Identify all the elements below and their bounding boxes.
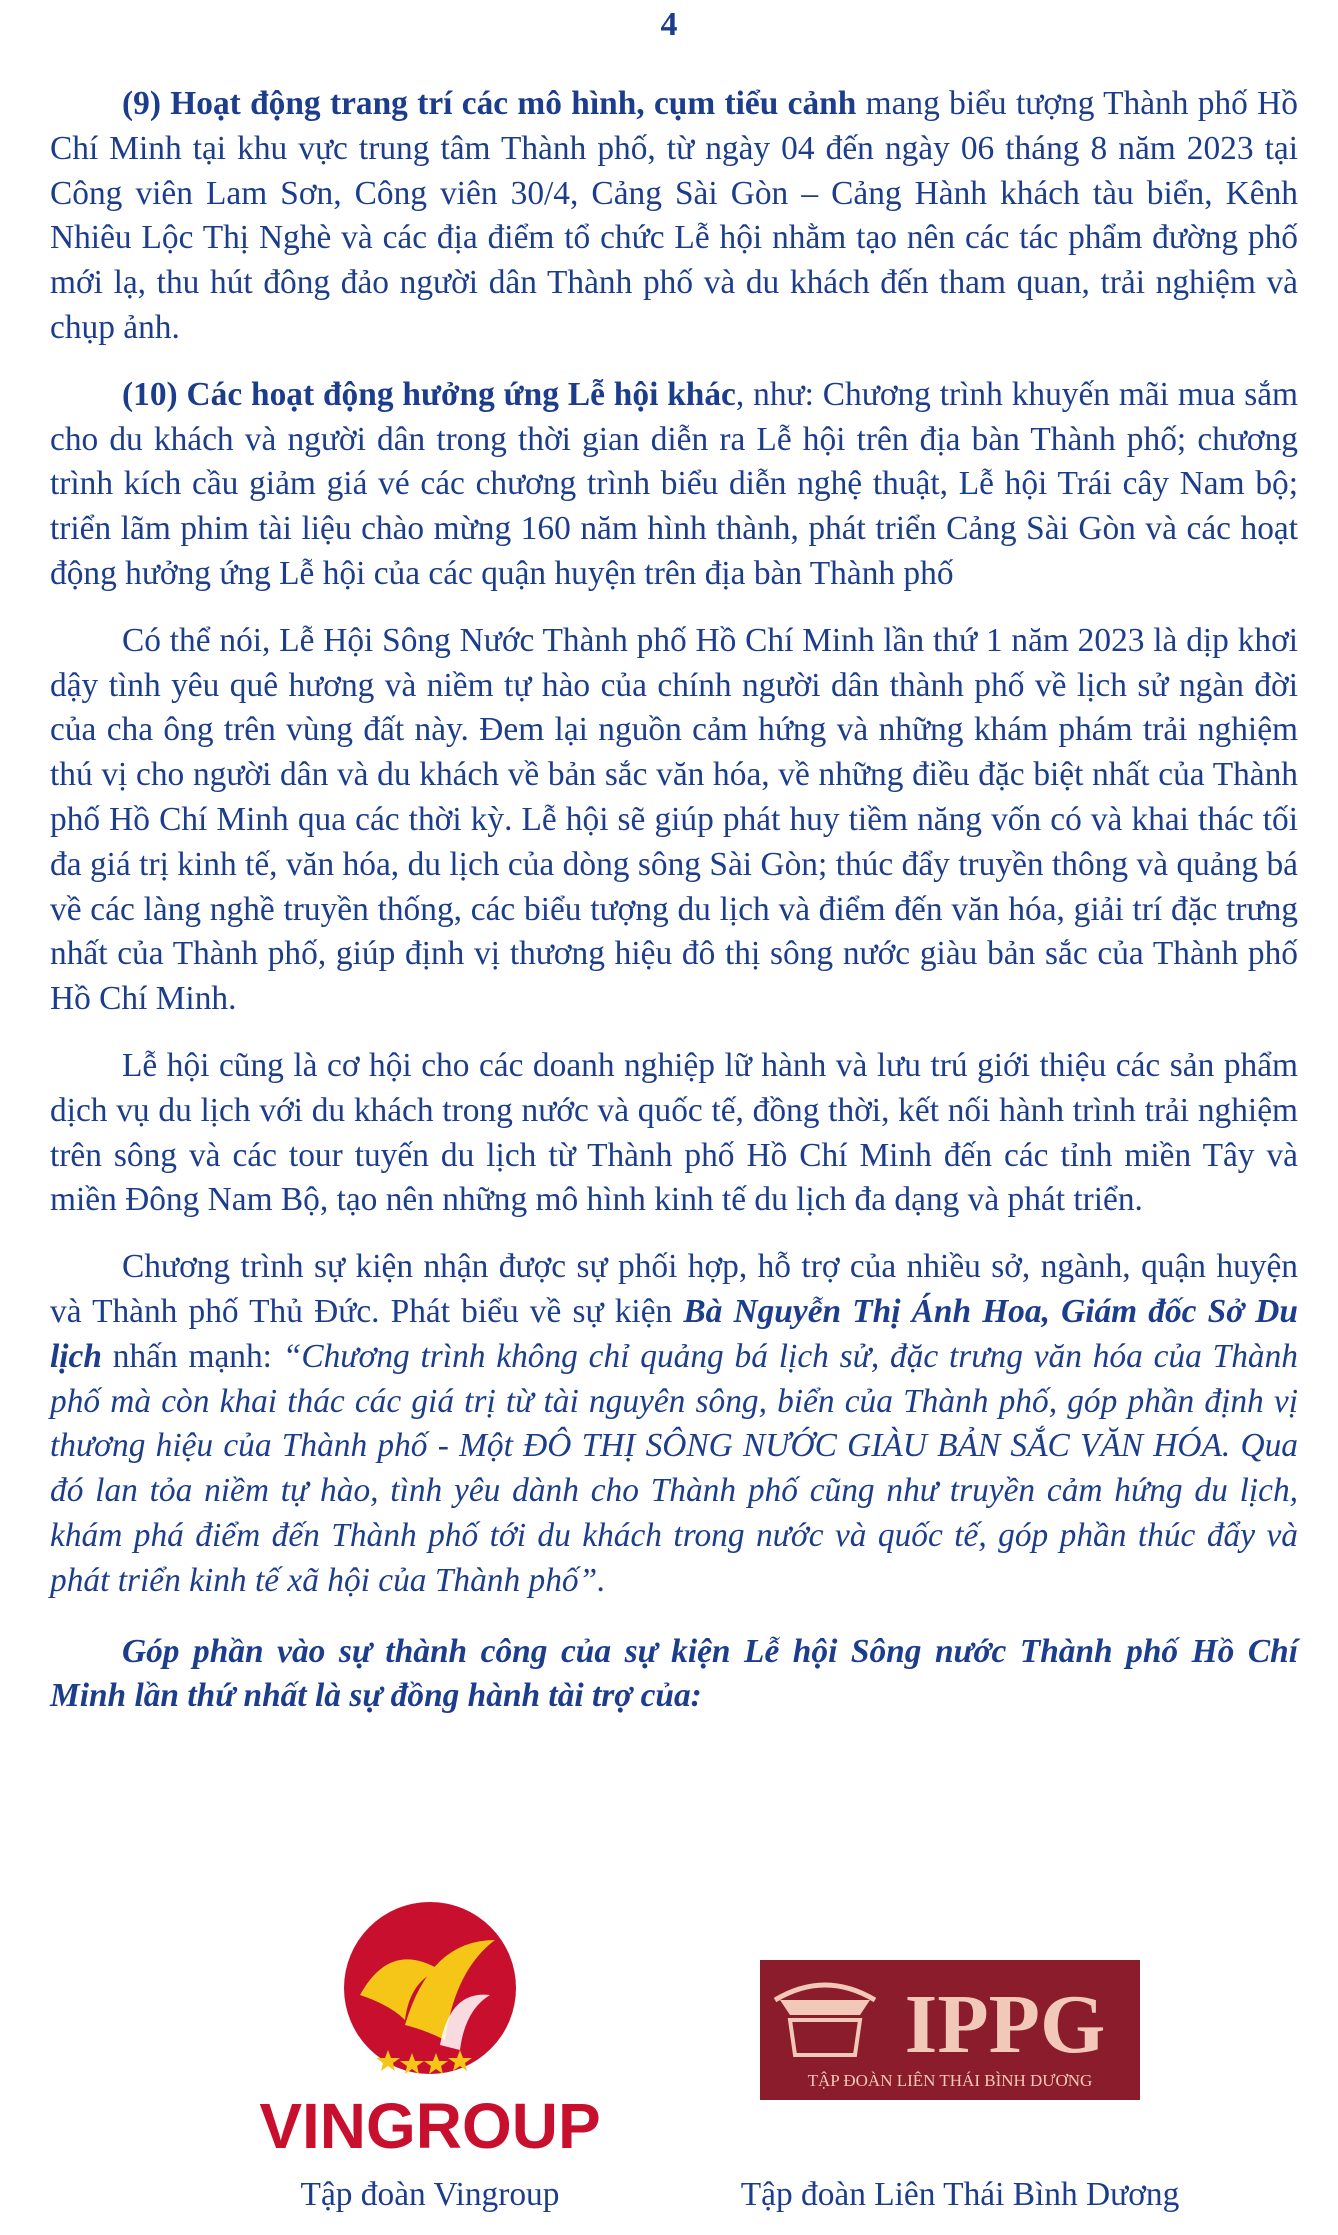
paragraph-summary: Có thể nói, Lễ Hội Sông Nước Thành phố Hồ Chí Minh lần thứ 1 năm 2023 là dịp khơi dậy tình yêu quê hương và niềm tự hào của chính người dân thành phố về lịch sử ngàn đời của cha ông trên vùng đất này. Đem lại nguồn cảm hứng và những khám phám trải nghiệm thú vị cho người dân và du khách về bản sắc văn hóa, về những điều đặc biệt nhất của Thành phố Hồ Chí Minh qua các thời kỳ. Lễ hội sẽ giúp phát huy tiềm năng vốn có và khai thác tối đa giá trị kinh tế, văn hóa, du lịch của dòng sông Sài Gòn; thúc đẩy truyền thông và quảng bá về các làng nghề truyền thống, các biểu tượng du lịch và điểm đến văn hóa, giải trí đặc trưng nhất của Thành phố, giúp định vị thương hiệu đô thị sông nước giàu bản sắc của Thành phố Hồ Chí Minh. (50, 621, 1298, 1018)
paragraph-9 (50, 82, 1298, 351)
quote-mid: nhấn mạnh: (101, 1337, 283, 1375)
paragraph-10 (50, 373, 1298, 597)
paragraph-10-heading: (10) Các hoạt động hưởng ứng Lễ hội khác (122, 375, 736, 413)
ippg-logo-text: IPPG (904, 1978, 1106, 2071)
vingroup-logo-text: VINGROUP (259, 2090, 601, 2160)
paragraph-10-body: , như: Chương trình khuyến mãi mua sắm cho du khách và người dân trong thời gian diễn ra Lễ hội trên địa bàn Thành phố; chương trình kích cầu giảm giá vé các chương trình biểu diễn nghệ thuật, Lễ hội Trái cây Nam bộ; triển lãm phim tài liệu chào mừng 160 năm hình thành, phát triển Cảng Sài Gòn và các hoạt động hưởng ứng Lễ hội của các quận huyện trên địa bàn Thành phố (50, 375, 1298, 592)
vingroup-caption: Tập đoàn Vingroup (300, 2176, 560, 2213)
paragraph-closing: Góp phần vào sự thành công của sự kiện Lễ hội Sông nước Thành phố Hồ Chí Minh lần thứ nhất là sự đồng hành tài trợ của: (50, 1632, 1298, 1715)
paragraph-quote (50, 1245, 1298, 1603)
ippg-caption: Tập đoàn Liên Thái Bình Dương (740, 2176, 1180, 2213)
paragraph-9-body: mang biểu tượng Thành phố Hồ Chí Minh tại khu vực trung tâm Thành phố, từ ngày 04 đến ngày 06 tháng 8 năm 2023 tại Công viên Lam Sơn, Công viên 30/4, Cảng Sài Gòn – Cảng Hành khách tàu biển, Kênh Nhiêu Lộc Thị Nghè và các địa điểm tổ chức Lễ hội nhằm tạo nên các tác phẩm đường phố mới lạ, thu hút đông đảo người dân Thành phố và du khách đến tham quan, trải nghiệm và chụp ảnh. (50, 85, 1298, 346)
sponsor-logos (0, 1900, 1338, 2235)
vingroup-logo (240, 1900, 620, 2160)
page-number: 4 (660, 6, 678, 43)
body-text (50, 82, 1298, 1733)
paragraph-opportunity: Lễ hội cũng là cơ hội cho các doanh nghiệp lữ hành và lưu trú giới thiệu các sản phẩm dịch vụ du lịch với du khách trong nước và quốc tế, đồng thời, kết nối hành trình trải nghiệm trên sông và các tour tuyến du lịch từ Thành phố Hồ Chí Minh đến các tỉnh miền Tây và miền Đông Nam Bộ, tạo nên những mô hình kinh tế du lịch đa dạng và phát triển. (50, 1046, 1298, 1219)
quote-speaker: Bà Nguyễn Thị Ánh Hoa, Giám đốc Sở Du lịch (50, 1292, 1298, 1375)
ippg-logo (760, 1960, 1140, 2100)
quote-text: “Chương trình không chỉ quảng bá lịch sử, đặc trưng văn hóa của Thành phố mà còn khai thác các giá trị từ tài nguyên sông, biển của Thành phố, góp phần định vị thương hiệu của Thành phố - Một ĐÔ THỊ SÔNG NƯỚC GIÀU BẢN SẮC VĂN HÓA. Qua đó lan tỏa niềm tự hào, tình yêu dành cho Thành phố cũng như truyền cảm hứng du lịch, khám phá điểm đến Thành phố tới du khách trong nước và quốc tế, góp phần thúc đẩy và phát triển kinh tế xã hội của Thành phố”. (50, 1337, 1298, 1599)
ippg-logo-subtext: TẬP ĐOÀN LIÊN THÁI BÌNH DƯƠNG (807, 2071, 1093, 2090)
paragraph-9-heading: (9) Hoạt động trang trí các mô hình, cụm tiểu cảnh (122, 85, 857, 122)
quote-intro: Chương trình sự kiện nhận được sự phối hợp, hỗ trợ của nhiều sở, ngành, quận huyện và Thành phố Thủ Đức. Phát biểu về sự kiện (50, 1248, 1298, 1330)
